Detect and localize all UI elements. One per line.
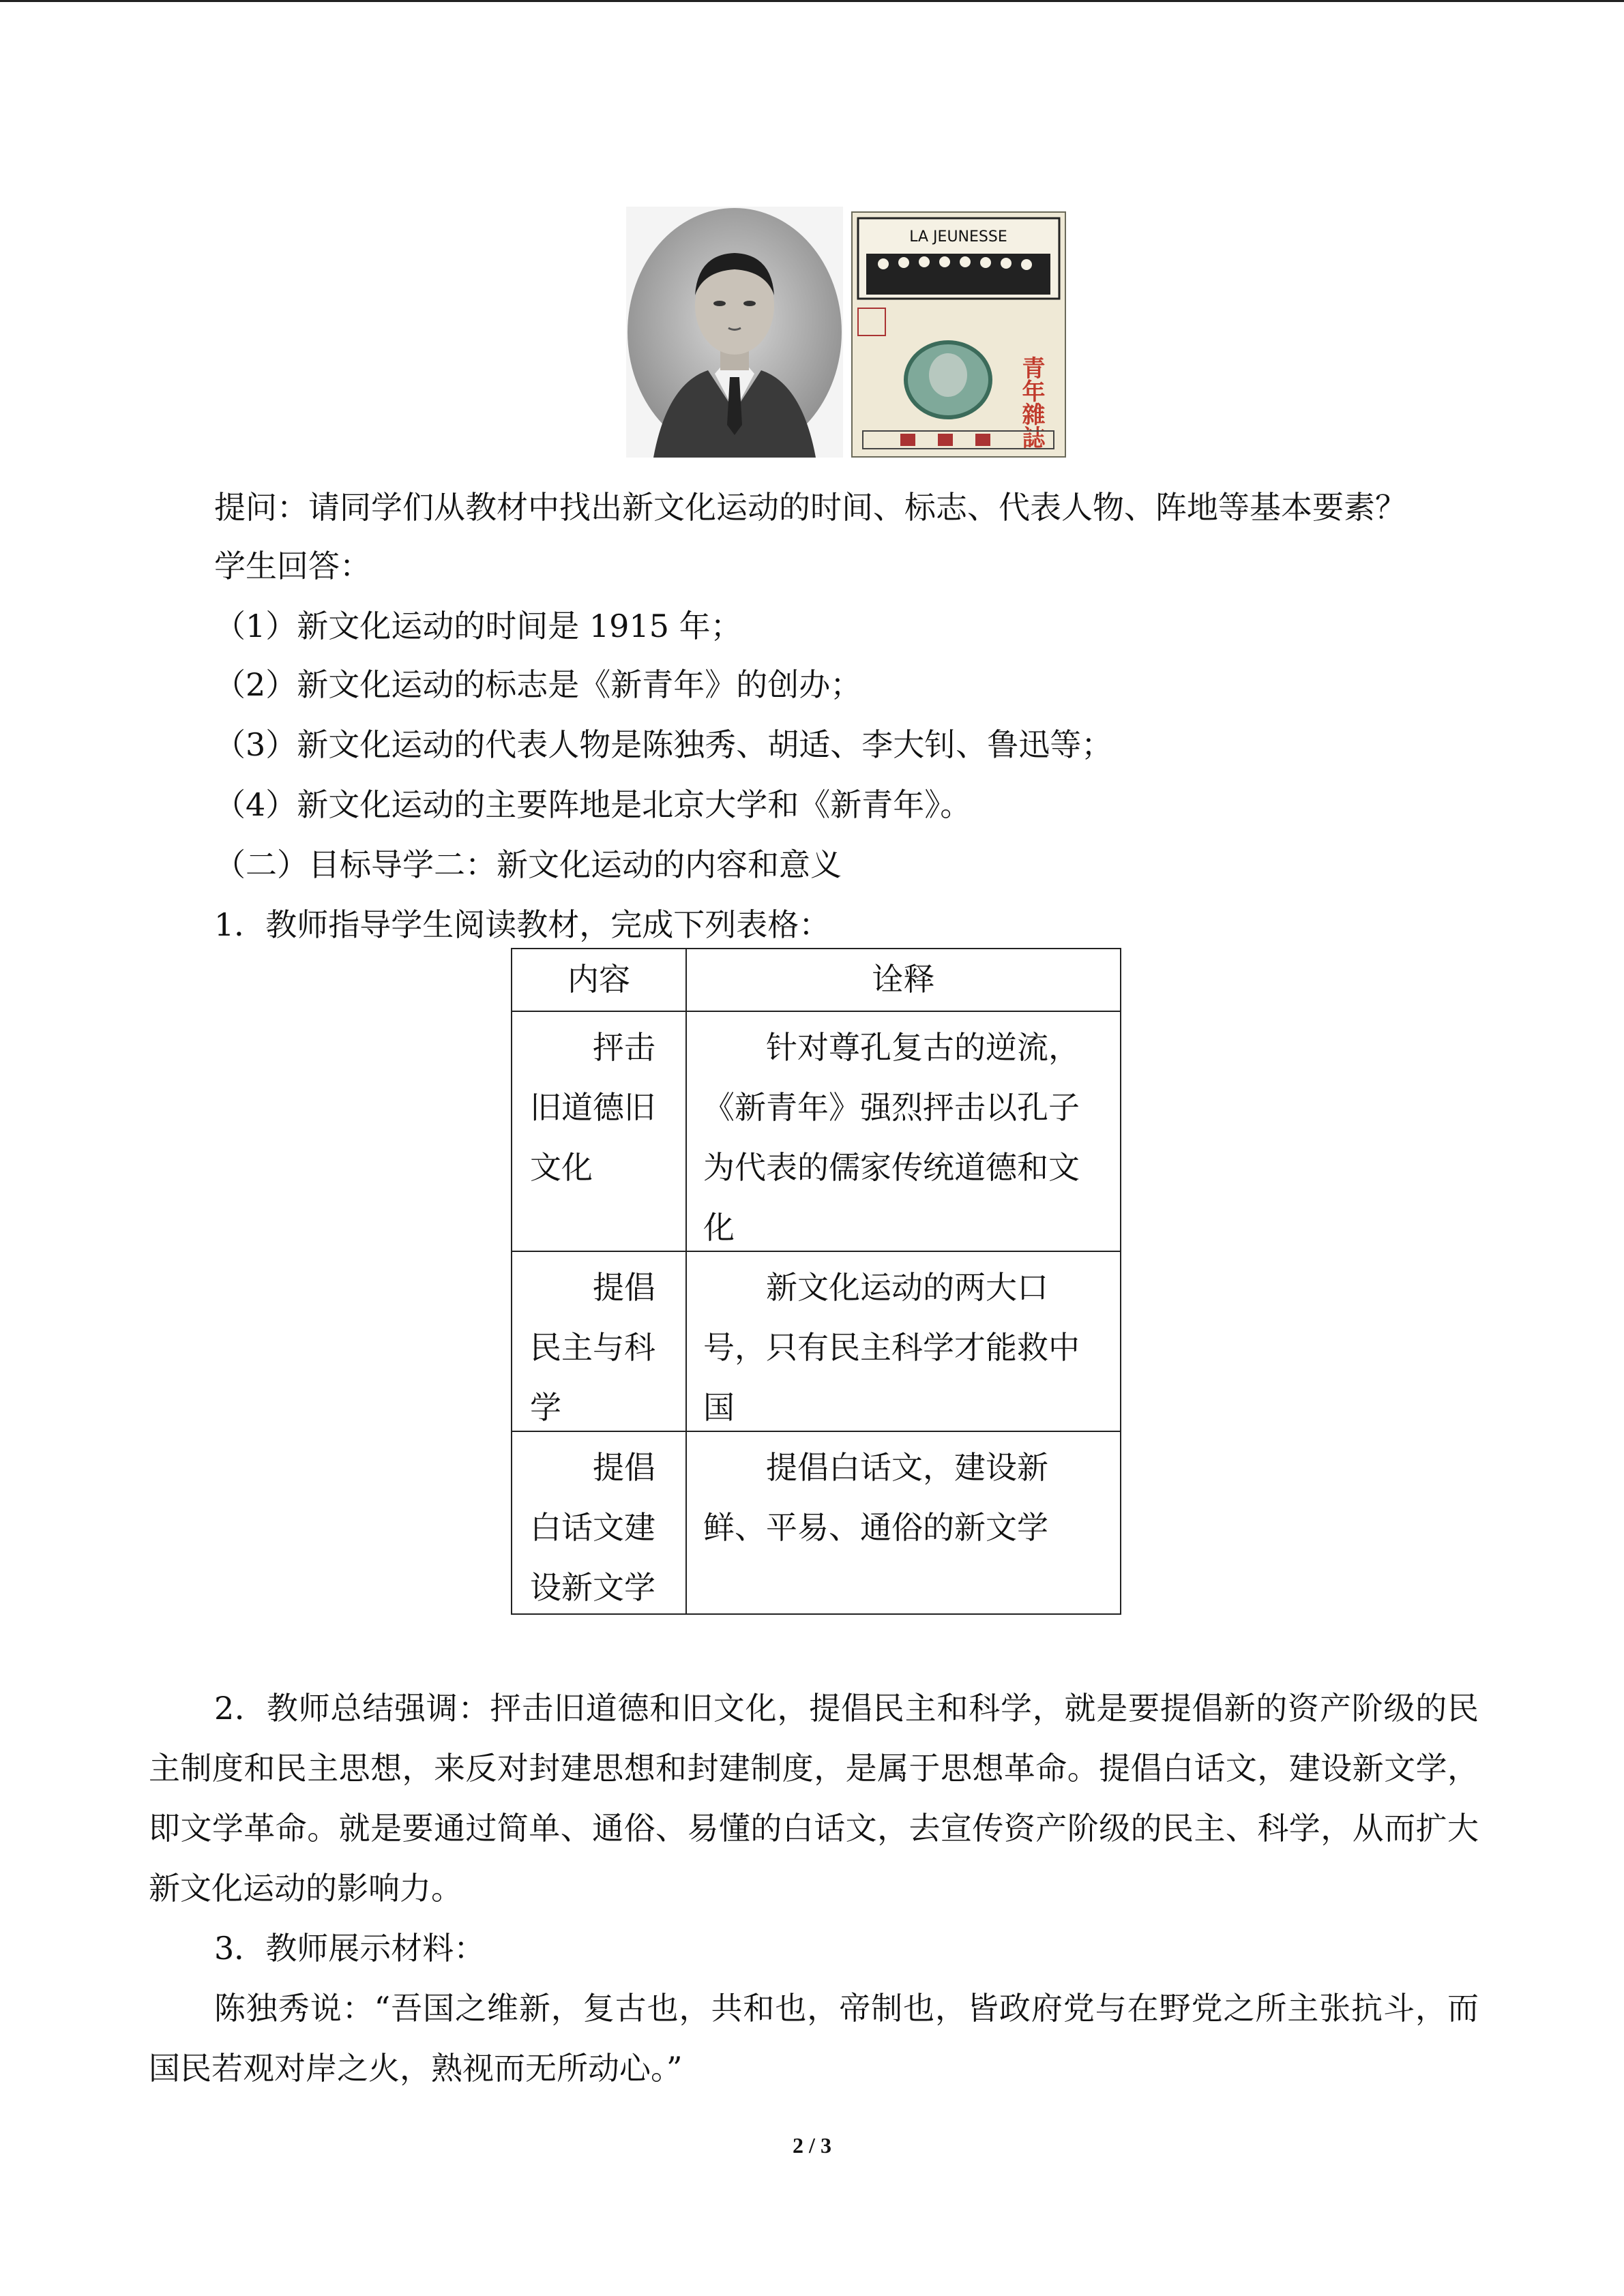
page-number: 2 / 3 [793, 2133, 831, 2158]
table-cell-explanation: 新文化运动的两大口号，只有民主科学才能救中国 [703, 1269, 1080, 1426]
image-row [626, 207, 1066, 458]
table-column-divider [685, 949, 687, 1613]
answer-1: （1）新文化运动的时间是 1915 年； [214, 608, 742, 644]
quote-paragraph: 陈独秀说：“吾国之维新，复古也，共和也，帝制也，皆政府党与在野党之所主张抗斗，而国民若观对岸之火，熟视而无所动心。” [149, 1990, 1479, 2087]
section-heading: （二）目标导学二：新文化运动的内容和意义 [214, 846, 842, 883]
magazine-cover-image [851, 211, 1066, 458]
answer-2: （2）新文化运动的标志是《新青年》的创办； [214, 666, 862, 703]
magazine-masthead: LA JEUNESSE [909, 228, 1007, 245]
table-header-content: 内容 [567, 961, 630, 998]
table-cell-content: 提倡白话文建设新文学 [530, 1449, 655, 1606]
content-table [511, 948, 1121, 1615]
table-cell-explanation: 针对尊孔复古的逆流，《新青年》强烈抨击以孔子为代表的儒家传统道德和文化 [703, 1029, 1080, 1246]
table-header-divider [512, 1011, 1120, 1012]
answer-intro: 学生回答： [214, 548, 371, 584]
table-cell-explanation: 提倡白话文，建设新鲜、平易、通俗的新文学 [703, 1449, 1048, 1546]
table-cell-content: 抨击旧道德旧文化 [530, 1029, 655, 1186]
portrait-photo [626, 207, 843, 458]
answer-3: （3）新文化运动的代表人物是陈独秀、胡适、李大钊、鲁迅等； [214, 726, 1113, 763]
top-border [0, 0, 1624, 2]
table-header-explanation: 诠释 [872, 961, 935, 998]
item-3-text: 3．教师展示材料： [214, 1930, 486, 1967]
answer-4: （4）新文化运动的主要阵地是北京大学和《新青年》。 [214, 786, 972, 823]
table-cell-content: 提倡民主与科学 [530, 1269, 655, 1426]
magazine-vertical-title: 青年雜誌 [1018, 356, 1045, 449]
item-2-paragraph: 2．教师总结强调：抨击旧道德和旧文化，提倡民主和科学，就是要提倡新的资产阶级的民主制度和民主思想，来反对封建思想和封建制度，是属于思想革命。提倡白话文，建设新文学，即文学革命。就是要通过简单、通俗、易懂的白话文，去宣传资产阶级的民主、科学，从而扩大新文化运动的影响力。 [149, 1690, 1479, 1907]
item-1-text: 1．教师指导学生阅读教材，完成下列表格： [214, 906, 831, 943]
question-text: 提问：请同学们从教材中找出新文化运动的时间、标志、代表人物、阵地等基本要素？ [214, 489, 1406, 526]
